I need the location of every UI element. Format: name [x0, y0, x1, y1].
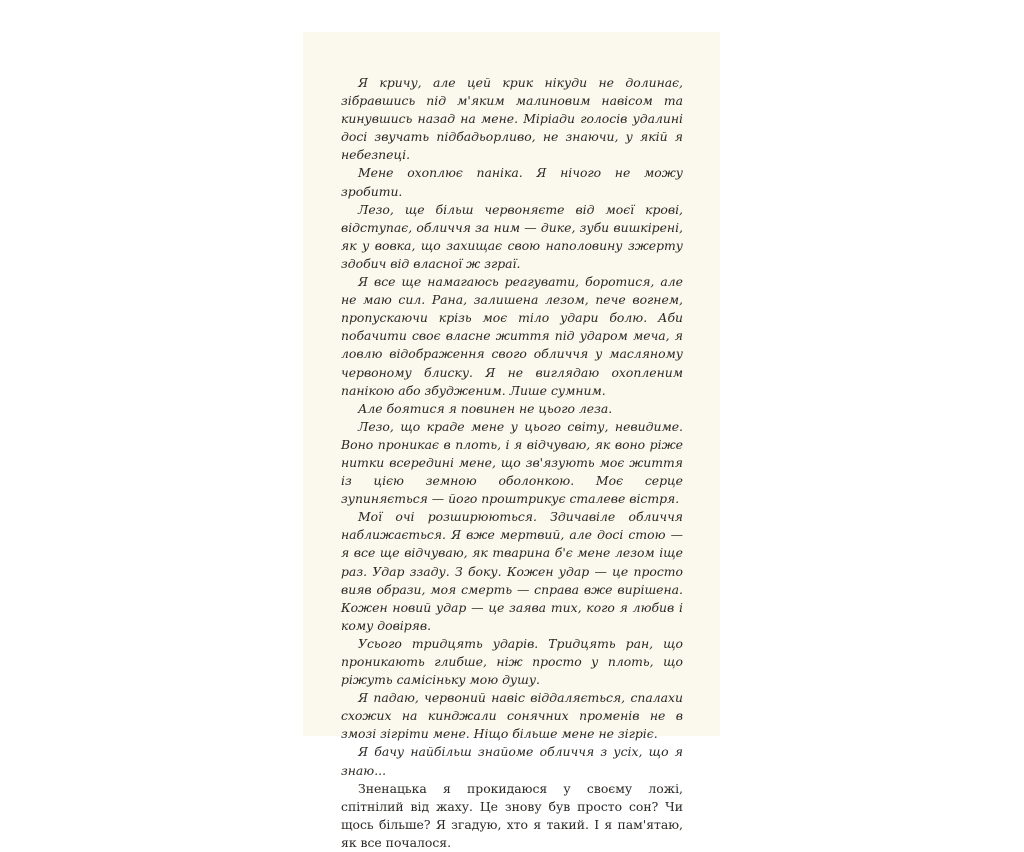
paragraph: Лезо, що краде мене у цього світу, невидиме. Воно проникає в плоть, і я відчуваю, як воно ріже нитки всередині мене, що зв'язують моє життя із цією земною оболонкою. Моє серце зупиняється — його проштрикує сталеве вістря. [341, 418, 683, 507]
paragraph: Мої очі розширюються. Здичавіле обличчя наближається. Я вже мертвий, але досі стою — я все ще відчуваю, як тварина б'є мене лезом іще раз. Удар ззаду. З боку. Кожен удар — це просто вияв образи, моя смерть — справа вже вирішена. Кожен новий удар — це заява тих, кого я любив і кому довіряв. [341, 509, 683, 633]
paragraph: Я кричу, але цей крик нікуди не долинає, зібравшись під м'яким малиновим навісом та кинувшись назад на мене. Міріади голосів удалині досі звучать підбадьорливо, не знаючи, у якій я небезпеці. [341, 75, 683, 163]
paragraph: Лезо, ще більш червоняєте від моєї крові, відступає, обличчя за ним — дике, зуби вишкірені, як у вовка, що захищає свою наполовину зжерту здобич від власної ж зграї. [341, 201, 683, 271]
paragraph: Я бачу найбільш знайоме обличчя з усіх, що я знаю... [341, 744, 683, 778]
paragraph: Мене охоплює паніка. Я нічого не можу зробити. [341, 165, 683, 199]
page-body-text [341, 74, 683, 852]
paragraph: Я все ще намагаюсь реагувати, боротися, але не маю сил. Рана, залишена лезом, пече вогнем, пропускаючи крізь моє тіло удари болю. Аби побачити своє власне життя під ударом меча, я ловлю відображення свого обличчя у масляному червоному блиску. Я не виглядаю охопленим панікою або збудженим. Лише сумним. [341, 274, 683, 398]
paragraph: Зненацька я прокидаюся у своєму ложі, спітнілий від жаху. Це знову був просто сон? Чи щось більше? Я згадую, хто я такий. І я пам'ятаю, як все почалося. [341, 780, 683, 850]
paragraph: Я падаю, червоний навіс віддаляється, спалахи схожих на кинджали сонячних променів не в змозі зігріти мене. Ніщо більше мене не зігріє. [341, 690, 683, 742]
book-page [303, 32, 720, 850]
paragraph: Але боятися я повинен не цього леза. [358, 400, 613, 416]
paragraph: Усього тридцять ударів. Тридцять ран, що проникають глибше, ніж просто у плоть, що ріжуть самісіньку мою душу. [341, 635, 683, 688]
